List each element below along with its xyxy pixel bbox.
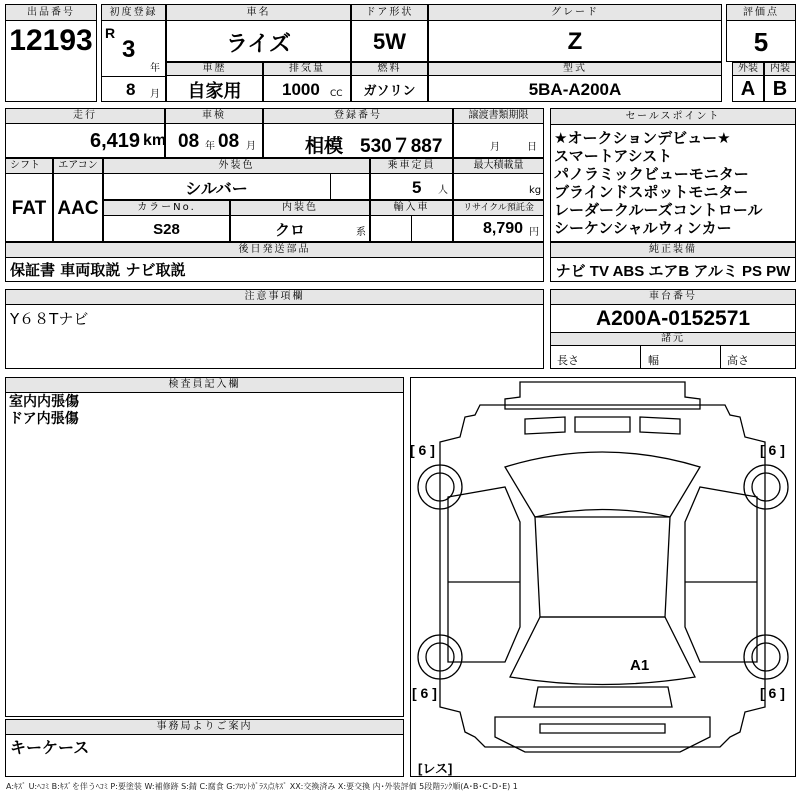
lot-number-header: 出品番号 xyxy=(5,4,97,21)
kg-unit: kg xyxy=(529,185,542,196)
aircon-header: エアコン xyxy=(53,158,103,174)
transfer-day-unit: 日 xyxy=(527,142,537,153)
dim-divider-1 xyxy=(640,346,641,369)
lot-number: 12193 xyxy=(9,24,93,57)
roof xyxy=(535,517,670,617)
exterior-grade: A xyxy=(740,78,756,100)
recycle-header: リサイクル預託金 xyxy=(453,200,544,216)
width-label: 幅 xyxy=(648,354,659,367)
chassis-header: 車台番号 xyxy=(550,289,796,305)
registration-year: 3 xyxy=(122,36,136,63)
sales-point-2: スマートアシスト xyxy=(554,147,673,165)
chassis-number: A200A-0152571 xyxy=(595,307,751,330)
wheel-rear-right-hub xyxy=(752,643,780,671)
recycle-fee: 8,790 xyxy=(483,220,524,237)
displacement-header: 排気量 xyxy=(263,62,351,76)
import-divider xyxy=(411,216,412,242)
capacity-unit: 人 xyxy=(438,185,448,196)
exterior-color-divider xyxy=(330,174,331,200)
exterior-grade-header: 外装 xyxy=(732,62,764,76)
wheel-front-right xyxy=(744,465,788,509)
transfer-month-unit: 月 xyxy=(490,142,500,153)
era-label: R xyxy=(105,25,116,41)
shift-header: シフト xyxy=(5,158,53,174)
plate-header: 登録番号 xyxy=(263,108,453,124)
dimensions-header: 諸元 xyxy=(550,332,796,346)
inspection-month-unit: 月 xyxy=(246,141,256,152)
transfer-deadline-header: 譲渡書類期限 xyxy=(453,108,544,124)
interior-color-suffix: 系 xyxy=(356,227,366,238)
history-header: 車歴 xyxy=(166,62,263,76)
color-number-header: カラーNo. xyxy=(103,200,230,216)
inspector-header: 検査員記入欄 xyxy=(5,377,404,393)
inspector-line-1: 室内内張傷 xyxy=(9,394,79,410)
door-type: 5W xyxy=(373,29,406,54)
mileage-header: 走行 xyxy=(5,108,165,124)
length-label: 長さ xyxy=(557,354,579,367)
shift: FAT xyxy=(11,198,47,219)
registration-month: 8 xyxy=(126,80,136,99)
model-header: 型式 xyxy=(428,62,722,76)
interior-color-header: 内装色 xyxy=(230,200,370,216)
mileage: 6,419 xyxy=(90,130,141,152)
year-unit: 年 xyxy=(150,63,160,74)
wheel-front-right-hub xyxy=(752,473,780,501)
cc-unit: CC xyxy=(330,89,343,99)
rear-plate xyxy=(540,724,665,733)
capacity-header: 乗車定員 xyxy=(370,158,453,174)
inspector-line-2: ドア内張傷 xyxy=(9,411,79,427)
tire-rear-left-score: [ 6 ] xyxy=(412,685,437,701)
rear-note: [レス] xyxy=(418,761,453,776)
score-header: 評価点 xyxy=(726,4,796,21)
front-grille xyxy=(525,417,680,434)
overall-score: 5 xyxy=(753,26,769,57)
grade: Z xyxy=(567,28,583,55)
grade-header: グレード xyxy=(428,4,722,21)
dim-divider-2 xyxy=(720,346,721,369)
month-unit: 月 xyxy=(150,89,160,100)
office-text: キーケース xyxy=(10,738,90,757)
inspection-header: 車検 xyxy=(165,108,263,124)
yen-unit: 円 xyxy=(529,227,539,238)
exterior-color-header: 外装色 xyxy=(103,158,370,174)
later-parts-header: 後日発送部品 xyxy=(5,242,544,258)
fuel-header: 燃料 xyxy=(351,62,428,76)
left-doors xyxy=(448,487,520,662)
door-header: ドア形状 xyxy=(351,4,428,21)
plate-number: 530７887 xyxy=(360,136,443,157)
interior-grade: B xyxy=(772,78,788,100)
inspection-year-unit: 年 xyxy=(205,141,215,152)
inspection-month: 08 xyxy=(218,131,240,152)
model-code: 5BA-A200A xyxy=(528,79,622,99)
tire-front-right-score: [ 6 ] xyxy=(760,442,785,458)
first-reg-divider xyxy=(101,76,166,77)
sales-point-5: レーダークルーズコントロール xyxy=(554,201,763,219)
sales-point-4: ブラインドスポットモニター xyxy=(554,183,749,201)
car-name-header: 車名 xyxy=(166,4,351,21)
windshield xyxy=(505,452,700,517)
car-name: ライズ xyxy=(225,30,292,56)
height-label: 高さ xyxy=(727,354,749,367)
history: 自家用 xyxy=(187,80,242,101)
sales-point-6: シーケンシャルウィンカー xyxy=(554,219,732,237)
office-header: 事務局よりご案内 xyxy=(5,719,404,735)
displacement: 1000 xyxy=(282,80,320,99)
rear-window xyxy=(510,617,695,685)
notes-header: 注意事項欄 xyxy=(5,289,544,305)
exterior-color: シルバー xyxy=(185,181,248,198)
capacity: 5 xyxy=(412,178,422,197)
sales-points-header: セールスポイント xyxy=(550,108,796,125)
car-diagram xyxy=(410,377,796,777)
inspection-year: 08 xyxy=(178,131,200,152)
sales-point-1: ★オークションデビュー★ xyxy=(554,129,731,147)
km-unit: km xyxy=(143,132,167,149)
rear-trunk xyxy=(534,687,672,707)
color-number: S28 xyxy=(153,221,180,238)
tire-rear-right-score: [ 6 ] xyxy=(760,685,785,701)
import-header: 輸入車 xyxy=(370,200,453,216)
notes-text: Y６８Tナビ xyxy=(10,310,89,328)
sales-point-3: パノラミックビューモニター xyxy=(554,165,749,183)
right-doors xyxy=(685,487,757,662)
damage-mark: A1 xyxy=(630,657,650,674)
interior-grade-header: 内装 xyxy=(764,62,796,76)
first-registration-header: 初度登録 xyxy=(101,4,166,21)
equipment-header: 純正装備 xyxy=(550,242,796,258)
aircon: AAC xyxy=(57,198,99,219)
equipment-list: ナビ TV ABS エアB アルミ PS PW xyxy=(555,262,791,280)
later-parts: 保証書 車両取説 ナビ取説 xyxy=(10,261,186,279)
max-load-header: 最大積載量 xyxy=(453,158,544,174)
interior-color: クロ xyxy=(274,222,305,239)
wheel-rear-right xyxy=(744,635,788,679)
plate-area: 相模 xyxy=(305,136,344,157)
car-body-outline xyxy=(440,405,765,747)
inspector-cell xyxy=(5,377,404,717)
legend-footer: A:ｷｽﾞ U:ﾍｺﾐ B:ｷｽﾞを伴うﾍｺﾐ P:要塗装 W:補修跡 S:錆 C:腐食 G:ﾌﾛﾝﾄｶﾞﾗｽ点ｷｽﾞ XX:交換済み X:要交換 内･外装評価 5段階ﾗﾝｸ順(A･B･C･D･E) 1 xyxy=(6,782,518,791)
tire-front-left-score: [ 6 ] xyxy=(410,442,435,458)
fuel: ガソリン xyxy=(363,83,416,98)
